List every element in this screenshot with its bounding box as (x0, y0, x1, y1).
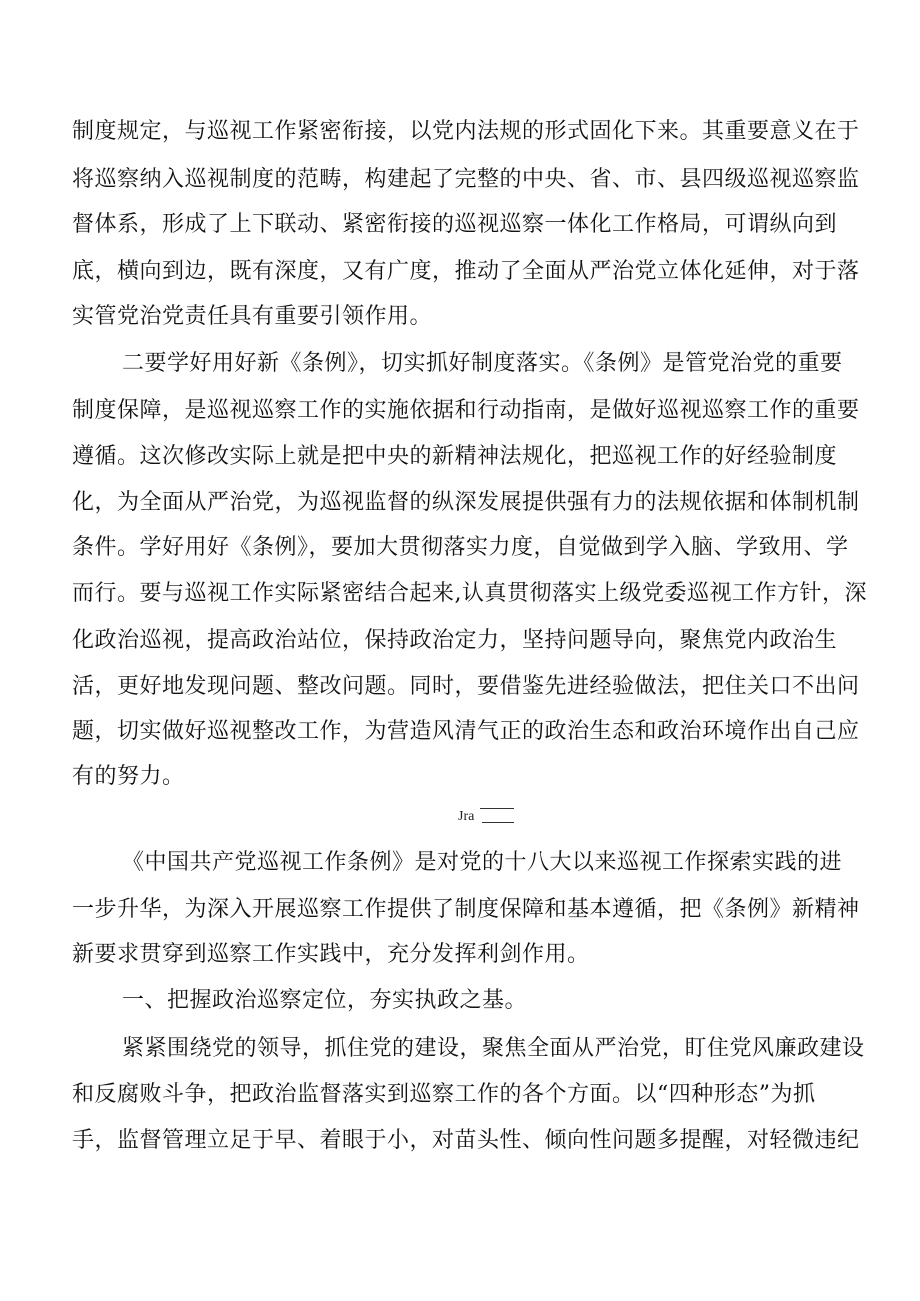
separator-text: Jra (458, 809, 475, 824)
separator-rule (480, 808, 514, 809)
paragraph-line: 活，更好地发现问题、整改问题。同时，要借鉴先进经验做法，把住关口不出问 (72, 674, 860, 699)
section-heading: 一、把握政治巡察定位，夯实执政之基。 (122, 988, 528, 1013)
paragraph-line: 和反腐败斗争，把政治监督落实到巡察工作的各个方面。以“四种形态”为抓 (72, 1082, 816, 1107)
paragraph-line: 有的努力。 (72, 764, 185, 789)
paragraph-line: 将巡察纳入巡视制度的范畴，构建起了完整的中央、省、市、县四级巡视巡察监 (72, 167, 860, 192)
paragraph-line: 督体系，形成了上下联动、紧密衔接的巡视巡察一体化工作格局，可谓纵向到 (72, 212, 838, 237)
paragraph-line: 《中国共产党巡视工作条例》是对党的十八大以来巡视工作探索实践的进 (122, 850, 843, 875)
paragraph-line: 紧紧围绕党的领导，抓住党的建设，聚焦全面从严治党，盯住党风廉政建设 (122, 1036, 865, 1061)
paragraph-line: 而行。要与巡视工作实际紧密结合起来,认真贯彻落实上级党委巡视工作方针，深 (72, 581, 867, 606)
paragraph-line: 条件。学好用好《条例》，要加大贯彻落实力度，自觉做到学入脑、学致用、学 (72, 535, 849, 560)
paragraph-line: 题，切实做好巡视整改工作，为营造风清气正的政治生态和政治环境作出自己应 (72, 719, 860, 744)
paragraph-line: 制度规定，与巡视工作紧密衔接，以党内法规的形式固化下来。其重要意义在于 (72, 119, 860, 144)
paragraph-line: 二要学好用好新《条例》，切实抓好制度落实。《条例》是管党治党的重要 (122, 351, 843, 376)
paragraph-line: 一步升华，为深入开展巡察工作提供了制度保障和基本遵循，把《条例》新精神 (72, 897, 860, 922)
paragraph-line: 遵循。这次修改实际上就是把中央的新精神法规化，把巡视工作的好经验制度 (72, 444, 838, 469)
paragraph-line: 化政治巡视，提高政治站位，保持政治定力，坚持问题导向，聚焦党内政治生 (72, 628, 838, 653)
paragraph-line: 手，监督管理立足于早、着眼于小，对苗头性、倾向性问题多提醒，对轻微违纪 (72, 1128, 860, 1153)
paragraph-line: 制度保障，是巡视巡察工作的实施依据和行动指南，是做好巡视巡察工作的重要 (72, 398, 860, 423)
paragraph-line: 实管党治党责任具有重要引领作用。 (72, 304, 433, 329)
paragraph-line: 底，横向到边，既有深度，又有广度，推动了全面从严治党立体化延伸，对于落 (72, 259, 860, 284)
paragraph-line: 化，为全面从严治党，为巡视监督的纵深发展提供强有力的法规依据和体制机制 (72, 490, 860, 515)
separator-rule (482, 822, 514, 823)
paragraph-line: 新要求贯穿到巡察工作实践中，充分发挥利剑作用。 (72, 942, 590, 967)
